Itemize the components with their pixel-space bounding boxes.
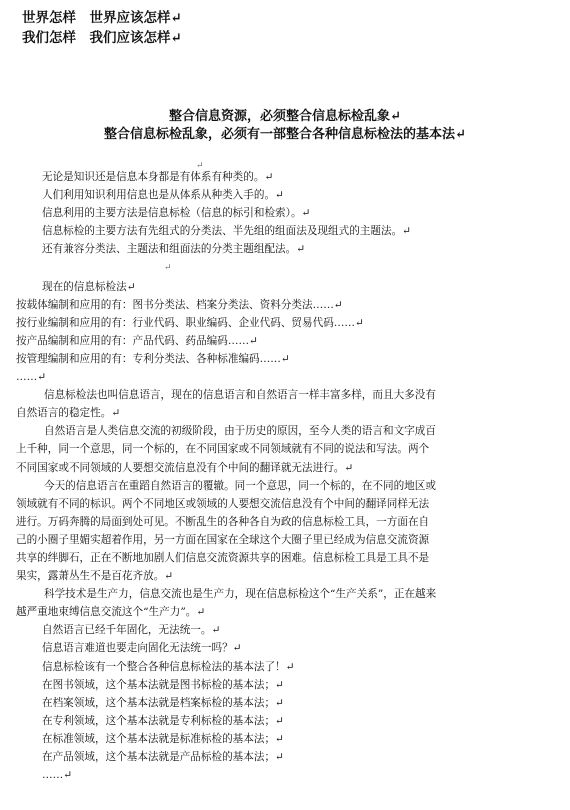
current-item: 按产品编制和应用的有：产品代码、药品编码……↵: [16, 334, 258, 347]
document-body: [16, 162, 560, 784]
closing-line: 在档案领域，这个基本法就是档案标检的基本法；↵: [42, 696, 284, 709]
intro-line: 无论是知识还是信息本身都是有体系有种类的。↵: [42, 171, 274, 183]
title-line-1: 整合信息资源，必须整合信息标检乱象↵: [169, 109, 401, 124]
paragraph-line: 自然语言的稳定性。↵: [16, 407, 121, 420]
closing-line: 在产品领域，这个基本法就是产品标检的基本法；↵: [42, 751, 284, 763]
paragraph-mark: ↵: [164, 263, 172, 274]
closing-line: ……↵: [42, 769, 73, 782]
paragraph-line: 领域就有不同的标识。两个不同地区或领域的人要想交流信息没有个中间的翻译同样无法: [16, 497, 430, 510]
closing-line: 信息语言难道也要走向固化无法统一吗？↵: [42, 642, 242, 655]
closing-line: 自然语言已经千年固化，无法统一。↵: [42, 624, 221, 637]
closing-line: 信息标检该有一个整合各种信息标检法的基本法了！↵: [42, 660, 295, 673]
paragraph-mark: ↵: [196, 162, 204, 168]
paragraph-line: 共享的绊脚石，正在不断地加剧人们信息交流资源共享的困难。信息标检工具是工具不是: [16, 551, 430, 564]
current-item: 按载体编制和应用的有：图书分类法、档案分类法、资料分类法……↵: [16, 298, 343, 311]
paragraph-line: 科学技术是生产力，信息交流也是生产力，现在信息标检这个“生产关系”，正在越来: [44, 588, 437, 601]
paragraph-line: 信息标检法也叫信息语言，现在的信息语言和自然语言一样丰富多样，而且大多没有: [44, 389, 436, 402]
paragraph-line: 今天的信息语言在重蹈自然语言的覆辙。同一个意思，同一个标的，在不同的地区或: [44, 479, 436, 492]
current-heading: 现在的信息标检法↵: [42, 280, 136, 293]
current-item: 按管理编制和应用的有：专利分类法、各种标准编码……↵: [16, 352, 290, 365]
paragraph-line: 不同国家或不同领域的人要想交流信息没有个中间的翻译就无法进行。↵: [16, 461, 354, 474]
intro-line: 信息标检的主要方法有先组式的分类法、半先组的组面法及现组式的主题法。↵: [42, 225, 412, 238]
paragraph-line: 上千种，同一个意思，同一个标的，在不同国家或不同领域就有不同的说法和写法。两个: [16, 443, 430, 456]
closing-line: 在标准领域，这个基本法就是标准标检的基本法；↵: [42, 732, 284, 745]
header-line-2: 我们怎样 我们应该怎样↵: [22, 30, 182, 46]
header-line-1: 世界怎样 世界应该怎样↵: [22, 10, 182, 26]
intro-line: 人们利用知识利用信息也是从体系从种类入手的。↵: [42, 189, 284, 202]
paragraph-line: 己的小圈子里媚实超着作用，另一方面在国家在全球这个大圈子里已经成为信息交流资源: [16, 533, 430, 546]
paragraph-line: 自然语言是人类信息交流的初级阶段，由于历史的原因，至今人类的语言和文字成百: [44, 425, 436, 438]
closing-line: 在专利领域，这个基本法就是专利标检的基本法；↵: [42, 714, 284, 727]
closing-line: 在图书领域，这个基本法就是图书标检的基本法；↵: [42, 678, 284, 691]
current-ellipsis: ……↵: [16, 371, 47, 384]
intro-line: 信息利用的主要方法是信息标检（信息的标引和检索）。↵: [42, 207, 311, 220]
paragraph-line: 果实，露萧丛生不是百花齐放。↵: [16, 570, 174, 583]
paragraph-line: 越严重地束缚信息交流这个“生产力”。↵: [16, 606, 206, 619]
title-line-2: 整合信息标检乱象，必须有一部整合各种信息标检法的基本法↵: [104, 127, 466, 142]
paragraph-line: 进行。万码奔腾的局面到处可见。不断乱生的各种各自为政的信息标检工具，一方面在自: [16, 515, 430, 528]
intro-line: 还有兼容分类法、主题法和组面法的分类主题组配法。↵: [42, 243, 306, 256]
current-item: 按行业编制和应用的有：行业代码、职业编码、企业代码、贸易代码……↵: [16, 316, 364, 329]
